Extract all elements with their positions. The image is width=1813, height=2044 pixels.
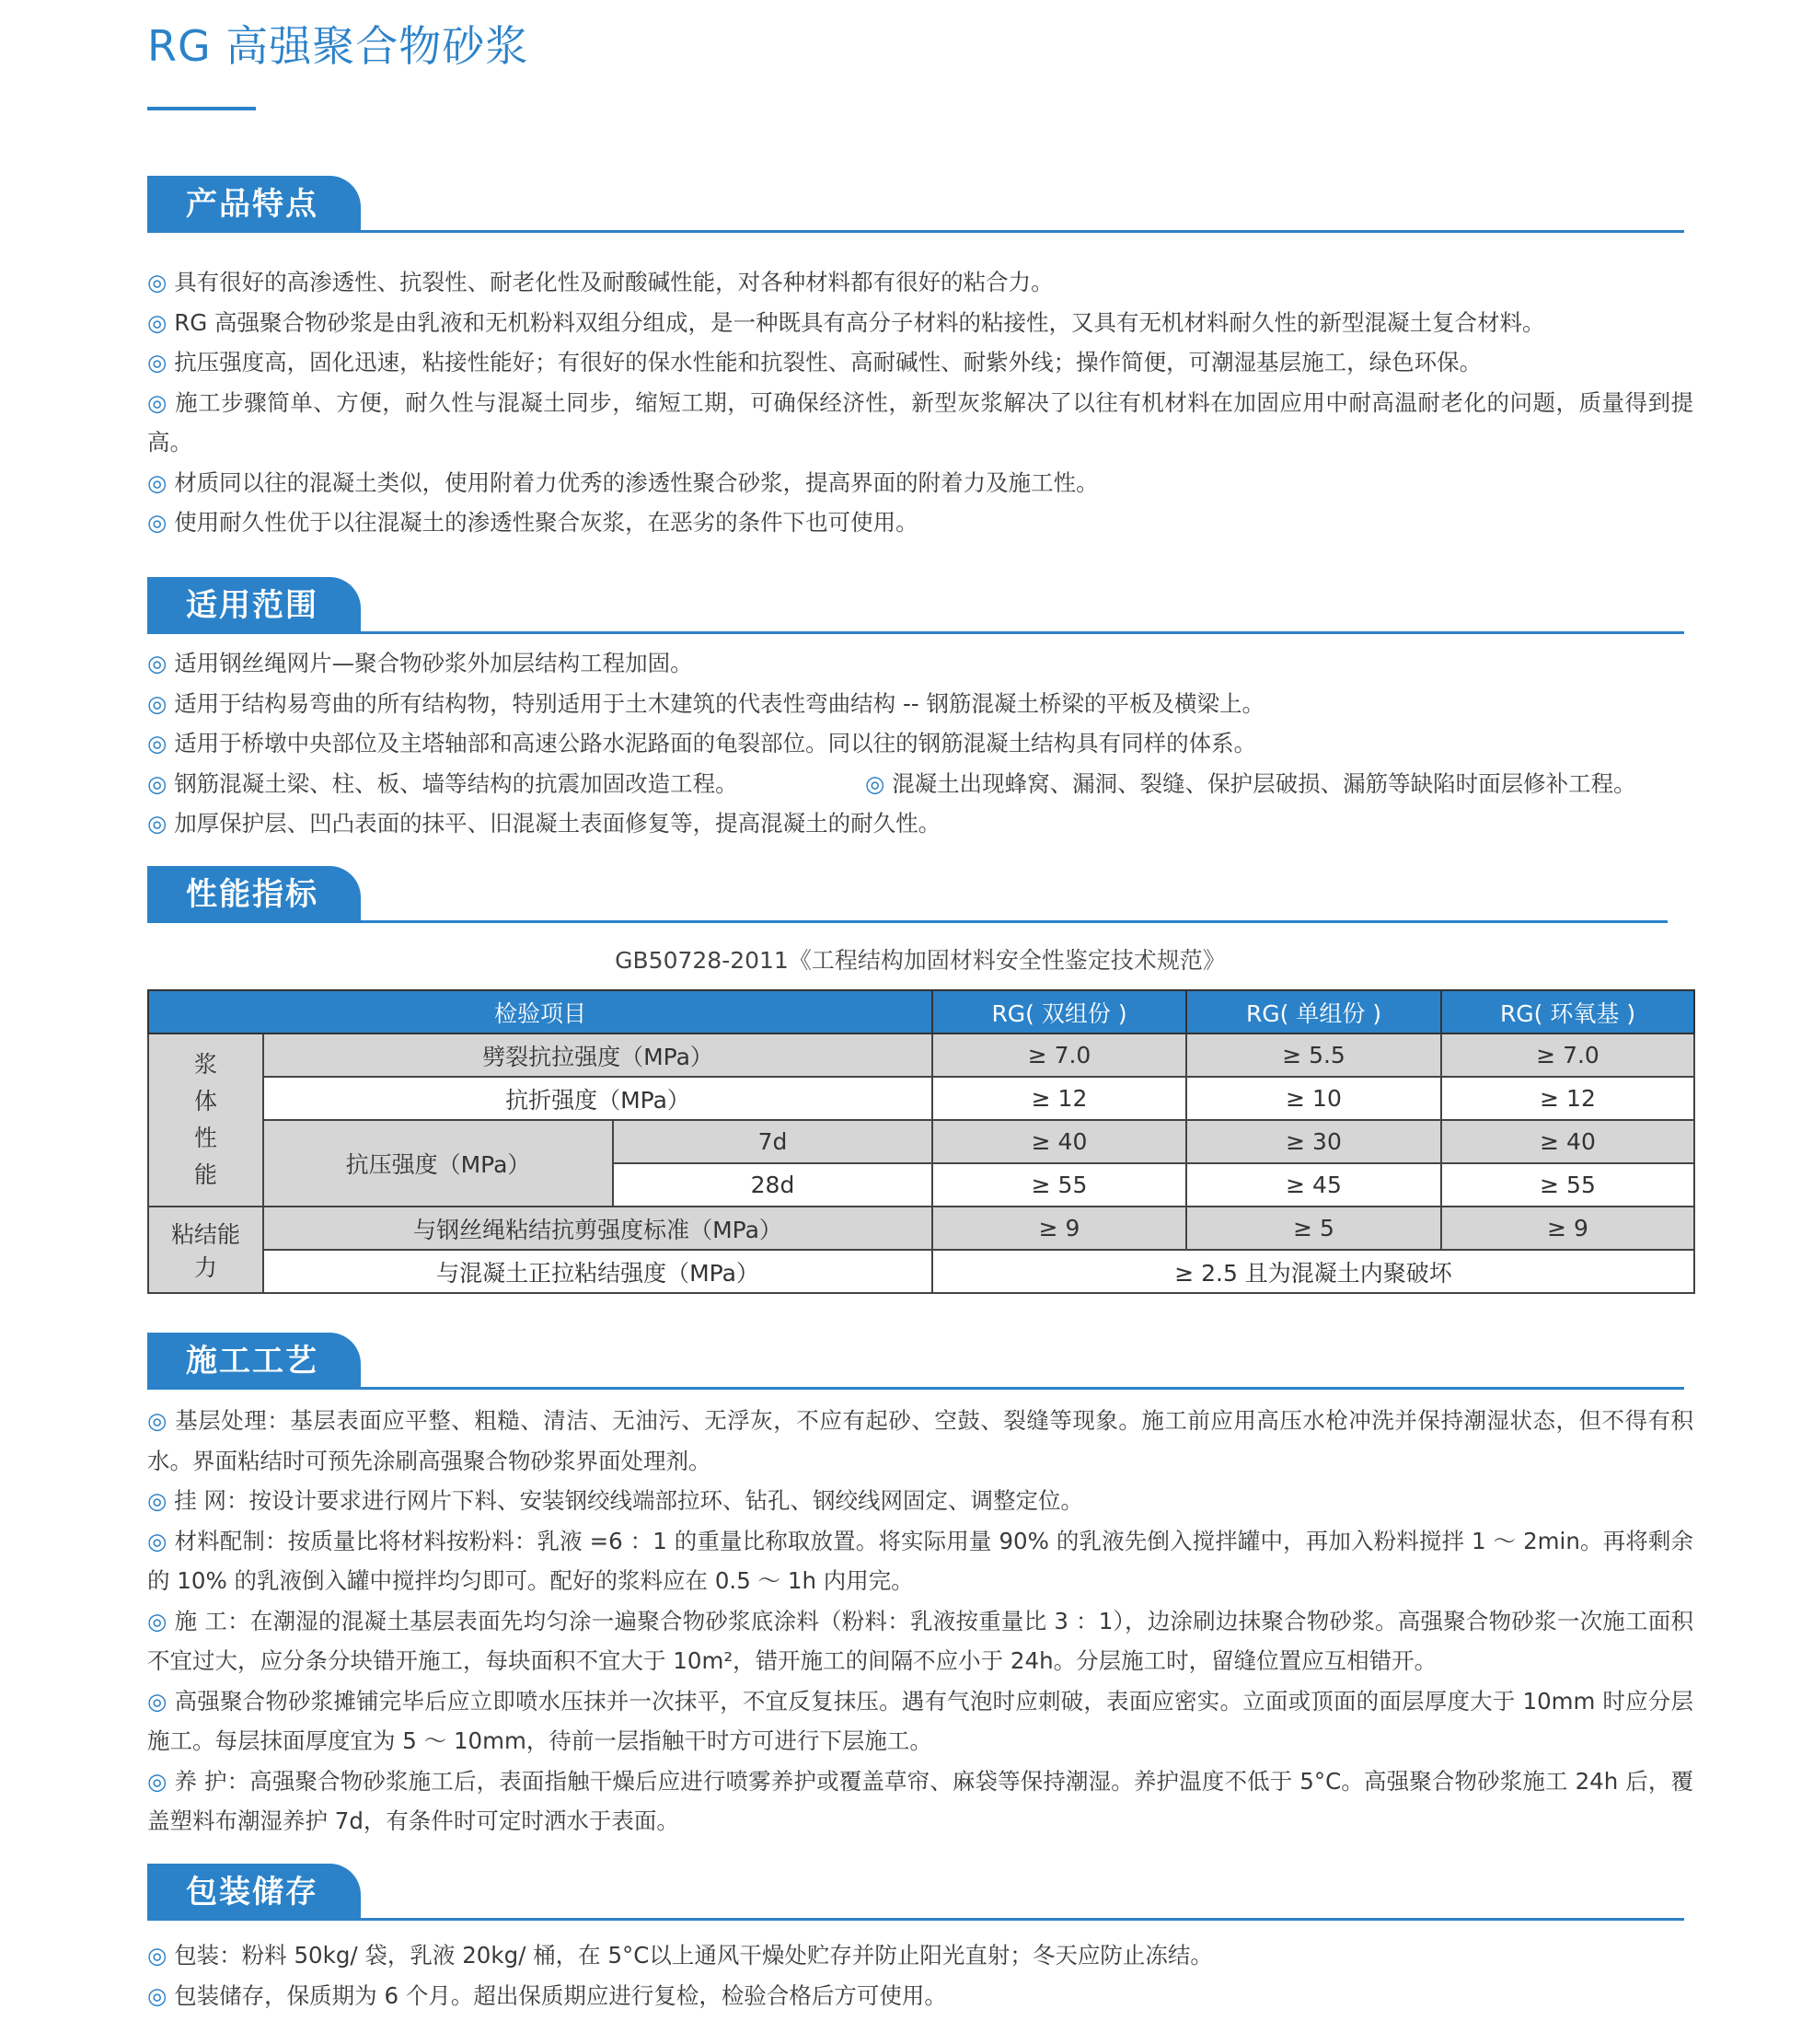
list-item: ◎ 包装：粉料 50kg/ 袋，乳液 20kg/ 桶，在 5°C以上通风干燥处贮存并防止阳光直射；冬天应防止冻结。 [147, 1942, 1213, 1969]
bullet-icon: ◎ [147, 269, 167, 295]
list-item: ◎ 加厚保护层、凹凸表面的抹平、旧混凝土表面修复等，提高混凝土的耐久性。 [147, 810, 941, 837]
item-cell: 抗压强度（MPa） [263, 1120, 613, 1207]
value-cell: ≥ 40 [1441, 1120, 1694, 1163]
bullet-icon: ◎ [147, 810, 167, 837]
merged-value-cell: ≥ 2.5 且为混凝土内聚破坏 [932, 1250, 1694, 1293]
value-cell: ≥ 7.0 [932, 1034, 1186, 1077]
list-item: ◎ RG 高强聚合物砂浆是由乳液和无机粉料双组分组成，是一种既具有高分子材料的粘接性，又具有无机材料耐久性的新型混凝土复合材料。 [147, 308, 1545, 336]
bullet-icon: ◎ [865, 769, 885, 797]
bullet-icon: ◎ [147, 1767, 167, 1795]
value-cell: ≥ 9 [932, 1207, 1186, 1250]
value-cell: ≥ 45 [1186, 1163, 1441, 1207]
section-header-features [147, 176, 1684, 233]
section-header-performance [147, 866, 1668, 923]
bullet-icon: ◎ [147, 509, 167, 536]
section-header-process [147, 1333, 1684, 1390]
bullet-icon: ◎ [147, 1407, 167, 1434]
table-row [148, 1250, 1694, 1293]
bullet-icon: ◎ [147, 689, 167, 717]
bullet-icon: ◎ [147, 769, 167, 797]
list-item: ◎ 基层处理：基层表面应平整、粗糙、清洁、无油污、无浮灰，不应有起砂、空鼓、裂缝等现象。施工前应用高压水枪冲洗并保持潮湿状态，但不得有积水。界面粘结时可预先涂刷高强聚合物砂浆界面处理剂。 [147, 1407, 1693, 1474]
sub-item-cell: 28d [613, 1163, 932, 1207]
value-cell: ≥ 9 [1441, 1207, 1694, 1250]
list-item: ◎ 适用于结构易弯曲的所有结构物，特别适用于土木建筑的代表性弯曲结构 -- 钢筋混凝土桥梁的平板及横梁上。 [147, 689, 1264, 717]
list-item: ◎ 适用钢丝绳网片—聚合物砂浆外加层结构工程加固。 [147, 650, 693, 676]
list-item: ◎ 挂 网：按设计要求进行网片下料、安装钢绞线端部拉环、钻孔、钢绞线网固定、调整定位。 [147, 1487, 1083, 1514]
bullet-icon: ◎ [147, 1981, 167, 2009]
item-cell: 抗折强度（MPa） [263, 1077, 932, 1120]
section-tab: 性能指标 [147, 866, 361, 923]
standard-caption: GB50728-2011《工程结构加固材料安全性鉴定技术规范》 [615, 947, 1226, 974]
section-header-scope [147, 577, 1684, 634]
section-tab: 包装储存 [147, 1864, 361, 1921]
bullet-icon: ◎ [147, 650, 167, 676]
table-row [148, 1034, 1694, 1077]
value-cell: ≥ 10 [1186, 1077, 1441, 1120]
table-row [148, 1207, 1694, 1250]
bullet-icon: ◎ [147, 1607, 167, 1634]
value-cell: ≥ 55 [1441, 1163, 1694, 1207]
bullet-icon: ◎ [147, 308, 167, 336]
bullet-icon: ◎ [147, 1687, 167, 1715]
header-item: 检验项目 [148, 990, 932, 1034]
section-tab: 产品特点 [147, 176, 361, 233]
list-item: ◎ 养 护：高强聚合物砂浆施工后，表面指触干燥后应进行喷雾养护或覆盖草帘、麻袋等保持潮湿。养护温度不低于 5°C。高强聚合物砂浆施工 24h 后，覆盖塑料布潮湿养护 7d，有条件时可定时洒水于表面。 [147, 1767, 1693, 1834]
header-col: RG( 单组份 ) [1186, 990, 1441, 1034]
group-label: 浆 体 性 能 [148, 1034, 263, 1207]
features-list [147, 262, 1693, 543]
bullet-icon: ◎ [147, 1487, 167, 1514]
list-item: ◎ 抗压强度高，固化迅速，粘接性能好；有很好的保水性能和抗裂性、高耐碱性、耐紫外线；操作简便，可潮湿基层施工，绿色环保。 [147, 349, 1483, 375]
performance-table [147, 989, 1695, 1294]
bullet-icon: ◎ [147, 1527, 167, 1554]
item-cell: 与钢丝绳粘结抗剪强度标准（MPa） [263, 1207, 932, 1250]
value-cell: ≥ 40 [932, 1120, 1186, 1163]
list-item: ◎ 使用耐久性优于以往混凝土的渗透性聚合灰浆，在恶劣的条件下也可使用。 [147, 509, 918, 536]
process-list [147, 1401, 1693, 1842]
bullet-icon: ◎ [147, 388, 167, 416]
item-cell: 与混凝土正拉粘结强度（MPa） [263, 1250, 932, 1293]
scope-list [147, 643, 1693, 844]
list-item: ◎ 包装储存，保质期为 6 个月。超出保质期应进行复检，检验合格后方可使用。 [147, 1981, 947, 2009]
storage-list [147, 1935, 1693, 2015]
list-item: ◎ 高强聚合物砂浆摊铺完毕后应立即喷水压抹并一次抹平，不宜反复抹压。遇有气泡时应刺破，表面应密实。立面或顶面的面层厚度大于 10mm 时应分层施工。每层抹面厚度宜为 5 ～ 10mm，待前一层指触干时方可进行下层施工。 [147, 1687, 1693, 1754]
section-tab: 施工工艺 [147, 1333, 361, 1390]
value-cell: ≥ 12 [1441, 1077, 1694, 1120]
list-item: ◎ 施 工：在潮湿的混凝土基层表面先均匀涂一遍聚合物砂浆底涂料（粉料：乳液按重量比 3 ：1），边涂刷边抹聚合物砂浆。高强聚合物砂浆一次施工面积不宜过大，应分条分块错开施工，每块面积不宜大于 10m²，错开施工的间隔不应小于 24h。分层施工时，留缝位置应互相错开。 [147, 1607, 1693, 1674]
header-col: RG( 环氧基 ) [1441, 990, 1694, 1034]
item-cell: 劈裂抗拉强度（MPa） [263, 1034, 932, 1077]
list-item: ◎ 具有很好的高渗透性、抗裂性、耐老化性及耐酸碱性能，对各种材料都有很好的粘合力。 [147, 269, 1054, 295]
bullet-icon: ◎ [147, 730, 167, 756]
section-tab: 适用范围 [147, 577, 361, 634]
list-item: ◎ 材料配制：按质量比将材料按粉料：乳液 =6 ：1 的重量比称取放置。将实际用量 90% 的乳液先倒入搅拌罐中，再加入粉料搅拌 1 ～ 2min。再将剩余的 10% 的乳液倒入罐中搅拌均匀即可。配好的浆料应在 0.5 ～ 1h 内用完。 [147, 1527, 1693, 1594]
table-row [148, 1120, 1694, 1163]
page-title: RG 高强聚合物砂浆 [147, 21, 529, 71]
sub-item-cell: 7d [613, 1120, 932, 1163]
list-item: ◎ 施工步骤简单、方便，耐久性与混凝土同步，缩短工期，可确保经济性，新型灰浆解决了以往有机材料在加固应用中耐高温耐老化的问题，质量得到提高。 [147, 388, 1693, 456]
section-header-storage [147, 1864, 1684, 1921]
value-cell: ≥ 30 [1186, 1120, 1441, 1163]
bullet-icon: ◎ [147, 1942, 167, 1969]
group-label: 粘结能 力 [148, 1207, 263, 1293]
list-item: ◎ 适用于桥墩中央部位及主塔轴部和高速公路水泥路面的龟裂部位。同以往的钢筋混凝土结构具有同样的体系。 [147, 730, 1257, 756]
value-cell: ≥ 55 [932, 1163, 1186, 1207]
list-item: ◎ 材质同以往的混凝土类似，使用附着力优秀的渗透性聚合砂浆，提高界面的附着力及施工性。 [147, 468, 1099, 496]
value-cell: ≥ 12 [932, 1077, 1186, 1120]
header-col: RG( 双组份 ) [932, 990, 1186, 1034]
bullet-icon: ◎ [147, 349, 167, 375]
value-cell: ≥ 7.0 [1441, 1034, 1694, 1077]
table-row [148, 1077, 1694, 1120]
value-cell: ≥ 5 [1186, 1207, 1441, 1250]
title-underline [147, 107, 256, 110]
table-header-row [148, 990, 1694, 1034]
value-cell: ≥ 5.5 [1186, 1034, 1441, 1077]
list-item-pair: ◎ 钢筋混凝土梁、柱、板、墙等结构的抗震加固改造工程。 ◎ 混凝土出现蜂窝、漏洞、裂缝、保护层破损、漏筋等缺陷时面层修补工程。 [147, 769, 1636, 797]
bullet-icon: ◎ [147, 468, 167, 496]
